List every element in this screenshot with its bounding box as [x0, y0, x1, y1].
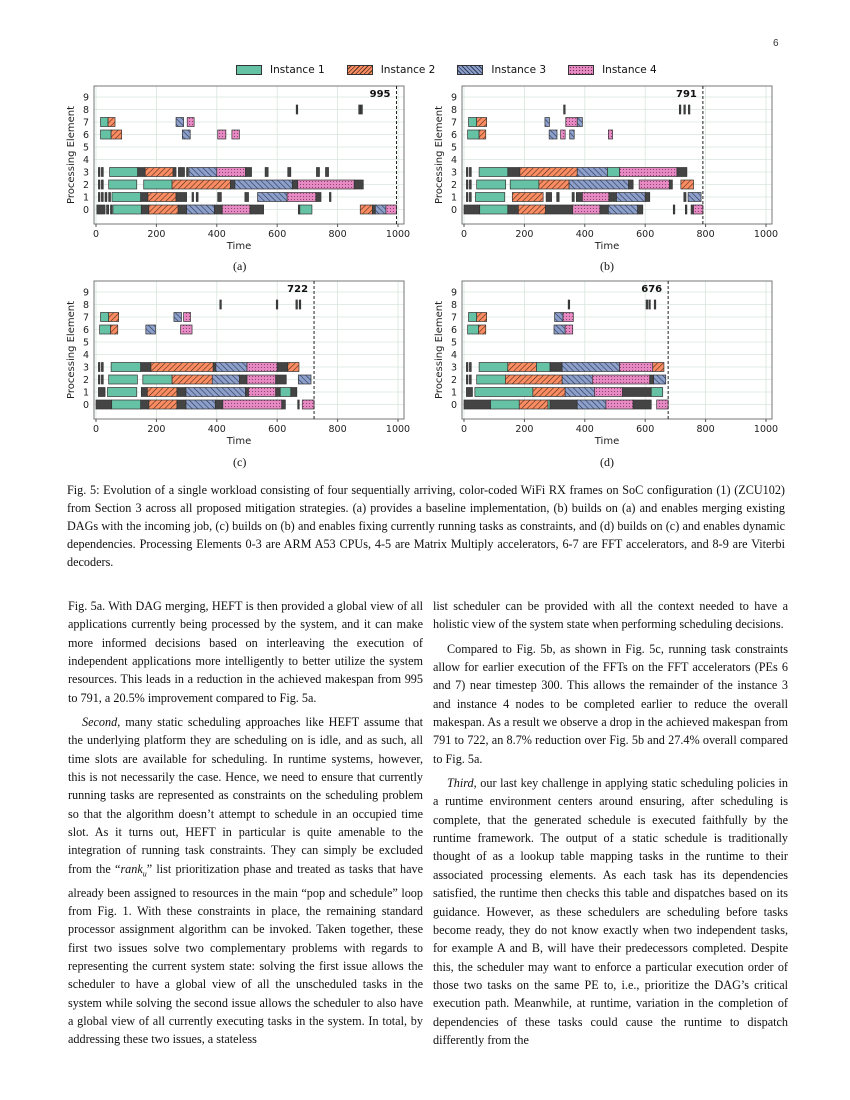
svg-text:1: 1 — [82, 387, 89, 399]
svg-text:4: 4 — [450, 350, 457, 361]
svg-text:600: 600 — [636, 424, 655, 435]
svg-text:0: 0 — [82, 400, 89, 411]
svg-text:3: 3 — [82, 362, 89, 374]
figure-legend — [236, 64, 657, 76]
svg-text:0: 0 — [82, 205, 89, 216]
gantt-chart-d — [430, 279, 780, 454]
svg-text:6: 6 — [450, 130, 457, 141]
svg-text:3: 3 — [450, 167, 457, 179]
svg-text:Time: Time — [594, 241, 620, 252]
svg-text:8: 8 — [82, 105, 89, 116]
math-rank: rank — [120, 861, 143, 876]
svg-text:600: 600 — [636, 229, 655, 240]
legend-item-instance-4 — [568, 64, 657, 76]
svg-text:1000: 1000 — [753, 229, 779, 240]
svg-text:0: 0 — [460, 424, 468, 435]
figure-caption: Fig. 5: Evolution of a single workload consisting of four sequentially arriving, color-coded WiFi RX frames on SoC configuration (1) (ZCU102) from Section 3 across all proposed mitigation strategies. (a) provides a baseline implementation, (b) builds on (a) and enables merging existing DAGs with the incoming job, (c) builds on (b) and enables fixing currently running tasks as constraints, and (d) builds on (c) and enables dynamic dependencies. Processing Elements 0-3 are ARM A53 CPUs, 4-5 are Matrix Multiply accelerators, 6-7 are FFT accelerators, and 8-9 are Viterbi decoders. — [67, 483, 785, 569]
svg-text:0: 0 — [450, 205, 457, 216]
svg-text:400: 400 — [207, 424, 226, 435]
gantt-chart-b — [430, 84, 780, 259]
svg-text:8: 8 — [82, 300, 89, 311]
svg-text:4: 4 — [82, 350, 89, 361]
svg-text:9: 9 — [450, 92, 457, 104]
svg-text:4: 4 — [450, 155, 457, 166]
legend-item-instance-2 — [347, 64, 436, 76]
svg-text:Processing Element: Processing Element — [66, 106, 77, 204]
paragraph: Fig. 5a. With DAG merging, HEFT is then provided a global view of all applications currently being processed by the system, and it can make more informed decisions based on interleaving the execution of independent applications more intelligently to better utilize the system resources. This leads in a reduction in the achieved makespan from 995 to 791, a 20.5% improvement compared to Fig. 5a. — [68, 599, 423, 705]
svg-text:1000: 1000 — [385, 424, 411, 435]
svg-text:Processing Element: Processing Element — [66, 301, 77, 399]
body-column-right — [433, 597, 788, 1049]
legend-swatch-instance-1 — [236, 65, 262, 75]
svg-text:600: 600 — [268, 229, 287, 240]
paragraph: list scheduler can be provided with all the context needed to have a holistic view of the system state when performing scheduling decisions. — [433, 599, 788, 632]
svg-text:9: 9 — [82, 92, 89, 104]
svg-text:2: 2 — [82, 375, 89, 386]
svg-text:Time: Time — [226, 436, 252, 447]
legend-label: Instance 1 — [270, 64, 325, 76]
svg-text:800: 800 — [328, 229, 347, 240]
svg-text:4: 4 — [82, 155, 89, 166]
svg-text:0: 0 — [450, 400, 457, 411]
legend-label: Instance 4 — [602, 64, 657, 76]
paragraph: Compared to Fig. 5b, as shown in Fig. 5c, running task constraints allow for earlier execution of the FFTs on the FFT accelerators (PEs 6 and 7) near timestep 300. This allows the remainder of the instance 3 and instance 4 nodes to be completed earlier to reduce the overall makespan. As a result we observe a drop in the achieved makespan from 791 to 722, an 8.7% reduction over Fig. 5b and 27.4% overall compared to Fig. 5a. — [433, 641, 788, 766]
svg-text:Time: Time — [226, 241, 252, 252]
svg-text:7: 7 — [450, 312, 457, 324]
svg-text:800: 800 — [328, 424, 347, 435]
svg-text:Time: Time — [594, 436, 620, 447]
svg-text:6: 6 — [450, 325, 457, 336]
svg-text:200: 200 — [147, 424, 166, 435]
svg-text:995: 995 — [369, 89, 391, 100]
gantt-svg — [62, 84, 412, 259]
legend-swatch-instance-3 — [457, 65, 483, 75]
svg-text:Processing Element: Processing Element — [434, 106, 445, 204]
legend-label: Instance 2 — [380, 64, 436, 76]
subfigure-label-d: (d) — [600, 455, 614, 469]
svg-text:1: 1 — [82, 192, 89, 204]
svg-text:5: 5 — [450, 142, 457, 154]
svg-text:400: 400 — [575, 424, 594, 435]
svg-text:200: 200 — [515, 424, 534, 435]
subfigure-label-b: (b) — [600, 259, 614, 273]
subfigure-label-c: (c) — [233, 455, 247, 469]
svg-text:200: 200 — [147, 229, 166, 240]
legend-label: Instance 3 — [491, 64, 547, 76]
body-column-left — [68, 597, 423, 1049]
svg-text:200: 200 — [515, 229, 534, 240]
paragraph-text: ” list prioritization phase and treated as tasks that have already been assigned to resources in the main “pop and schedule” loop from Fig. 1. With these constraints in place, the remaining standard processor assignment algorithm can be invoked. Taken together, these first two issues solve two complementary problems with regards to representing the current system state: solving the first issue allows the scheduler to have a global view of all the unscheduled tasks in the system while solving the second issue allows the scheduler to also have a global view of all currently executing tasks in the system. In total, by addressing these two issues, a stateless — [68, 861, 423, 1047]
svg-text:600: 600 — [268, 424, 287, 435]
paragraph-text: , our last key challenge in applying static scheduling policies in a runtime environment centers around ensuring, after scheduling is complete, that the generated schedule is executed faithfully by the runtime framework. The output of a static schedule is traditionally thought of as a lookup table mapping tasks in the runtime to their associated processing elements. As each task has its dependencies satisfied, the runtime then checks this table and dispatches based on its guidance. However, as these schedulers are scheduling before tasks become ready, they do not know exactly when two independent tasks, for example A and B, will have their predecessors completed. Despite this, the scheduler may want to enforce a particular execution order of those two tasks on the same PE to, i.e., prioritize the DAG’s critical execution path. Meanwhile, at runtime, variation in the completion of dependencies of these tasks could cause the runtime to dispatch differently from the — [433, 776, 788, 1047]
legend-item-instance-3 — [457, 64, 546, 76]
svg-text:791: 791 — [676, 89, 697, 100]
math-subscript: u — [142, 869, 147, 879]
svg-text:722: 722 — [287, 284, 309, 295]
svg-text:5: 5 — [450, 337, 457, 349]
legend-item-instance-1 — [236, 64, 325, 76]
page-number: 6 — [773, 38, 779, 49]
svg-text:3: 3 — [82, 167, 89, 179]
svg-text:1000: 1000 — [753, 424, 779, 435]
svg-text:6: 6 — [82, 325, 89, 336]
svg-text:0: 0 — [460, 229, 468, 240]
svg-text:9: 9 — [82, 287, 89, 299]
subfigure-label-a: (a) — [233, 259, 247, 273]
svg-text:800: 800 — [696, 229, 715, 240]
svg-text:7: 7 — [82, 312, 89, 324]
paragraph — [68, 713, 423, 1049]
svg-text:Processing Element: Processing Element — [434, 301, 445, 399]
svg-text:0: 0 — [92, 424, 100, 435]
svg-text:676: 676 — [641, 284, 663, 295]
svg-text:5: 5 — [82, 142, 89, 154]
svg-text:3: 3 — [450, 362, 457, 374]
svg-text:400: 400 — [207, 229, 226, 240]
svg-text:400: 400 — [575, 229, 594, 240]
gantt-svg — [430, 84, 780, 259]
paragraph-lead: Second — [82, 715, 118, 730]
svg-text:2: 2 — [450, 375, 457, 386]
gantt-svg — [430, 279, 780, 454]
svg-text:800: 800 — [696, 424, 715, 435]
svg-text:8: 8 — [450, 105, 457, 116]
paragraph — [433, 774, 788, 1049]
svg-text:9: 9 — [450, 287, 457, 299]
svg-text:1: 1 — [450, 387, 457, 399]
legend-swatch-instance-2 — [347, 65, 373, 75]
svg-text:7: 7 — [82, 117, 89, 129]
svg-text:1000: 1000 — [385, 229, 411, 240]
svg-text:2: 2 — [82, 180, 89, 191]
gantt-chart-c — [62, 279, 412, 454]
paragraph-lead: Third — [447, 776, 474, 791]
svg-text:7: 7 — [450, 117, 457, 129]
svg-text:8: 8 — [450, 300, 457, 311]
gantt-chart-a — [62, 84, 412, 259]
svg-text:1: 1 — [450, 192, 457, 204]
svg-text:2: 2 — [450, 180, 457, 191]
legend-swatch-instance-4 — [568, 65, 594, 75]
svg-text:5: 5 — [82, 337, 89, 349]
svg-text:6: 6 — [82, 130, 89, 141]
paragraph-text: , many static scheduling approaches like HEFT assume that the underlying platform they are scheduling on is idle, and as such, all time slots are available for scheduling. In runtime systems, however, this is not necessarily the case. Hence, we need to ensure that currently running tasks are represented as constraints on the scheduling problem so that the algorithm doesn’t attempt to schedule in an occupied time slot. As it turns out, HEFT in particular is quite amenable to the integration of running task constraints. They can simply be excluded from the “ — [68, 715, 423, 876]
svg-text:0: 0 — [92, 229, 100, 240]
gantt-svg — [62, 279, 412, 454]
